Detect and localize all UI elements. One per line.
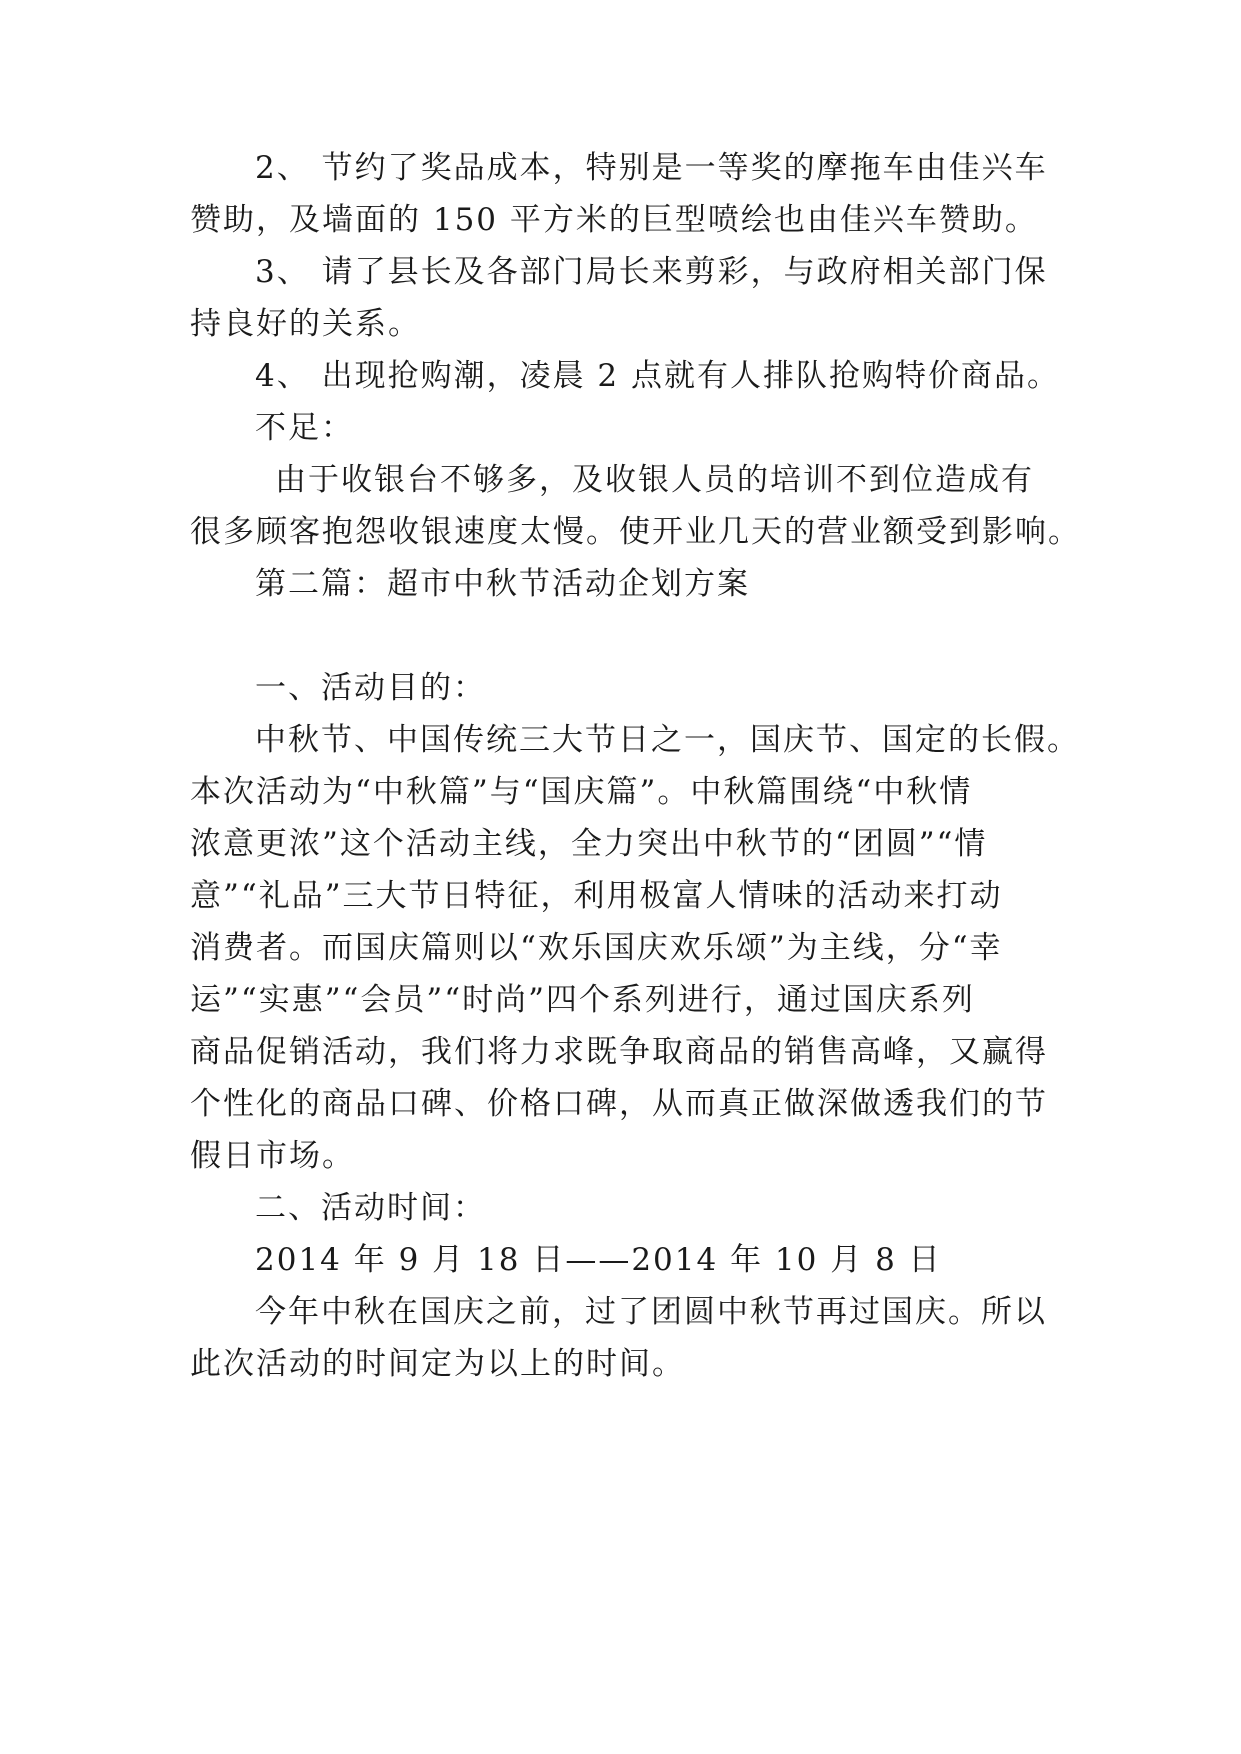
section-heading: 二、活动时间： (255, 1190, 486, 1226)
section-label: 不足： (255, 410, 354, 446)
paragraph-line: 本次活动为“中秋篇”与“国庆篇”。中秋篇围绕“中秋情 (190, 774, 973, 810)
paragraph-line: 假日市场。 (190, 1138, 355, 1174)
section-heading: 一、活动目的： (255, 670, 486, 706)
paragraph-line: 中秋节、中国传统三大节日之一，国庆节、国定的长假。 (255, 722, 1080, 758)
paragraph-line: 此次活动的时间定为以上的时间。 (190, 1346, 685, 1382)
paragraph-line: 2、 节约了奖品成本，特别是一等奖的摩拖车由佳兴车 (255, 150, 1048, 186)
paragraph-line: 3、 请了县长及各部门局长来剪彩，与政府相关部门保 (255, 254, 1048, 290)
paragraph-line: 意”“礼品”三大节日特征，利用极富人情味的活动来打动 (190, 878, 1003, 914)
paragraph-line: 4、 出现抢购潮，凌晨 2 点就有人排队抢购特价商品。 (255, 358, 1061, 394)
paragraph-line: 个性化的商品口碑、价格口碑，从而真正做深做透我们的节 (190, 1086, 1048, 1122)
paragraph-line: 很多顾客抱怨收银速度太慢。使开业几天的营业额受到影响。 (190, 514, 1081, 550)
paragraph-line: 持良好的关系。 (190, 306, 421, 342)
date-range: 2014 年 9 月 18 日——2014 年 10 月 8 日 (255, 1242, 942, 1278)
paragraph-line: 由于收银台不够多，及收银人员的培训不到位造成有 (275, 462, 1034, 498)
paragraph-line: 今年中秋在国庆之前，过了团圆中秋节再过国庆。所以 (255, 1294, 1047, 1330)
paragraph-line: 运”“实惠”“会员”“时尚”四个系列进行，通过国庆系列 (190, 982, 975, 1018)
paragraph-line: 消费者。而国庆篇则以“欢乐国庆欢乐颂”为主线，分“幸 (190, 930, 1003, 966)
paragraph-line: 浓意更浓”这个活动主线，全力突出中秋节的“团圆”“情 (190, 826, 988, 862)
article-title: 第二篇：超市中秋节活动企划方案 (255, 566, 750, 602)
paragraph-line: 商品促销活动，我们将力求既争取商品的销售高峰，又赢得 (190, 1034, 1048, 1070)
paragraph-line: 赞助，及墙面的 150 平方米的巨型喷绘也由佳兴车赞助。 (190, 202, 1038, 238)
